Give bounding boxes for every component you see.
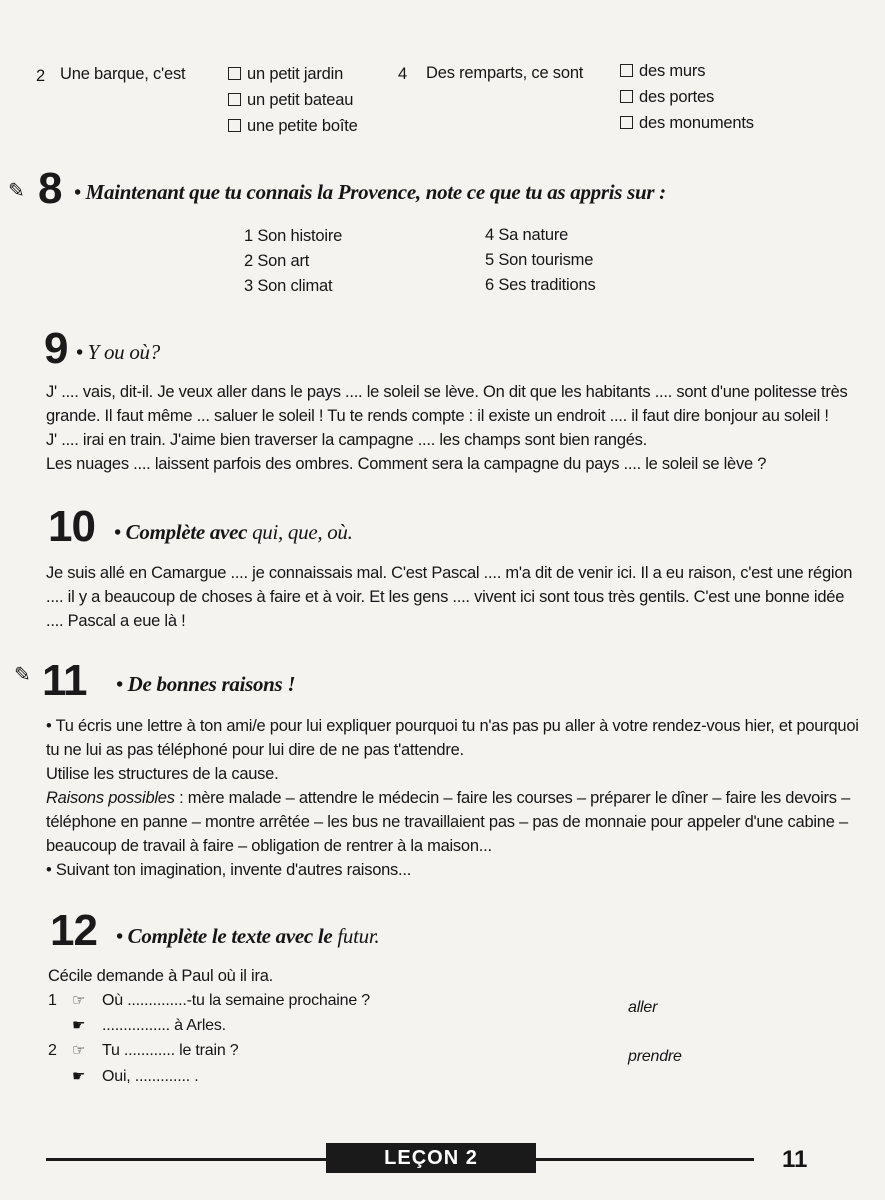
text-line: grande. Il faut même ... saluer le soleil ! Tu te rends compte : il existe un endroit .... il faut dire bonjour au soleil ! xyxy=(46,407,829,425)
text-line: Je suis allé en Camargue .... je connaissais mal. C'est Pascal .... m'a dit de venir ici. Il a eu raison, c'est une région xyxy=(46,564,853,582)
checkbox-icon[interactable] xyxy=(228,119,241,132)
exercise-8-number: 8 xyxy=(38,164,62,213)
list-item: 4 Sa nature xyxy=(485,226,569,244)
text-line: • Suivant ton imagination, invente d'autres raisons... xyxy=(46,861,412,879)
text-line: beaucoup de travail à faire – obligation de rentrer à la maison... xyxy=(46,837,492,855)
row-number: 1 xyxy=(48,992,57,1009)
q4-option[interactable]: des murs xyxy=(620,58,754,84)
list-item: 2 Son art xyxy=(244,252,310,270)
exercise-11-number: 11 xyxy=(42,656,87,705)
bullet-icon: • xyxy=(74,182,81,204)
exercise-10-number: 10 xyxy=(48,502,95,551)
q2-option[interactable]: un petit jardin xyxy=(228,61,358,87)
list-item: 1 Son histoire xyxy=(244,227,343,245)
hand-pointer-icon: ☛ xyxy=(72,1017,86,1034)
exercise-11-text xyxy=(46,714,859,882)
exercise-12-title: • Complète le texte avec le futur. xyxy=(116,924,380,948)
q2-option[interactable]: une petite boîte xyxy=(228,113,358,139)
q2-option[interactable]: un petit bateau xyxy=(228,87,358,113)
exercise-10-text xyxy=(46,561,853,633)
exercise-8-right-list xyxy=(485,223,596,298)
exercise-12-row xyxy=(48,988,370,1014)
text-line: J' .... irai en train. J'aime bien traverser la campagne .... les champs sont bien rangés. xyxy=(46,431,648,449)
q2-prompt: Une barque, c'est xyxy=(60,65,186,83)
exercise-12-row xyxy=(48,1013,226,1039)
footer-lesson-label: LEÇON 2 xyxy=(326,1143,536,1173)
row-text: Où ..............-tu la semaine prochaine ? xyxy=(102,992,370,1009)
exercise-12-row xyxy=(48,1038,238,1064)
checkbox-icon[interactable] xyxy=(228,67,241,80)
exercise-8-title: • Maintenant que tu connais la Provence, note ce que tu as appris sur : xyxy=(74,180,666,204)
text-line: Raisons possibles : mère malade – attendre le médecin – faire les courses – préparer le dîner – faire les devoirs – xyxy=(46,789,851,807)
list-item: 5 Son tourisme xyxy=(485,251,594,269)
q4-prompt: Des remparts, ce sont xyxy=(426,64,584,82)
text-line: • Tu écris une lettre à ton ami/e pour lui expliquer pourquoi tu n'as pas pu aller à votre rendez-vous hier, et pourquoi xyxy=(46,717,859,735)
exercise-9-title: • Y ou où? xyxy=(76,340,160,364)
exercise-11-title: • De bonnes raisons ! xyxy=(116,672,296,696)
bullet-icon: • xyxy=(116,926,123,948)
text-line: Les nuages .... laissent parfois des ombres. Comment sera la campagne du pays .... le soleil se lève ? xyxy=(46,455,767,473)
exercise-10-title: • Complète avec qui, que, où. xyxy=(114,520,353,544)
text-line: tu ne lui as pas téléphoné pour lui dire de ne pas t'attendre. xyxy=(46,741,464,759)
hand-pointer-icon: ☛ xyxy=(72,1068,86,1085)
footer-rule-right xyxy=(536,1158,754,1161)
bullet-icon: • xyxy=(114,522,121,544)
page-number: 11 xyxy=(782,1146,808,1173)
exercise-9-number: 9 xyxy=(44,324,68,373)
exercise-12-row xyxy=(48,1064,198,1090)
bullet-icon: • xyxy=(116,674,123,696)
q4-option[interactable]: des portes xyxy=(620,84,754,110)
row-number: 2 xyxy=(48,1042,57,1059)
checkbox-icon[interactable] xyxy=(620,116,633,129)
footer-rule-left xyxy=(46,1158,326,1161)
exercise-12-intro: Cécile demande à Paul où il ira. xyxy=(48,967,273,985)
text-line: .... Pascal a eue là ! xyxy=(46,612,186,630)
exercise-12-number: 12 xyxy=(50,906,97,955)
hand-pointer-icon: ☞ xyxy=(72,992,86,1009)
row-text: Tu ............ le train ? xyxy=(102,1042,239,1059)
exercise-12-verb: prendre xyxy=(628,1048,682,1065)
exercise-9-text xyxy=(46,380,846,476)
text-line: téléphone en panne – montre arrêtée – les bus ne travaillaient pas – pas de monnaie pour appeler d'une cabine – xyxy=(46,813,848,831)
list-item: 6 Ses traditions xyxy=(485,276,596,294)
exercise-12-verb: aller xyxy=(628,999,658,1016)
checkbox-icon[interactable] xyxy=(620,64,633,77)
q4-options xyxy=(620,58,754,136)
list-item: 3 Son climat xyxy=(244,277,333,295)
checkbox-icon[interactable] xyxy=(228,93,241,106)
bullet-icon: • xyxy=(76,342,83,364)
q4-option[interactable]: des monuments xyxy=(620,110,754,136)
text-line: .... il y a beaucoup de choses à faire et à voir. Et les gens .... vivent ici sont tous très gentils. C'est une bonne idée xyxy=(46,588,845,606)
row-text: Oui, ............. . xyxy=(102,1068,199,1085)
reasons-label: Raisons possibles xyxy=(46,789,175,807)
pencil-icon: ✎ xyxy=(14,664,31,686)
text-line: J' .... vais, dit-il. Je veux aller dans le pays .... le soleil se lève. On dit que les habitants .... sont d'une politesse très xyxy=(46,383,848,401)
row-text: ................ à Arles. xyxy=(102,1017,226,1034)
hand-pointer-icon: ☞ xyxy=(72,1042,86,1059)
q4-number: 4 xyxy=(398,65,407,83)
pencil-icon: ✎ xyxy=(8,180,25,202)
checkbox-icon[interactable] xyxy=(620,90,633,103)
q2-number: 2 xyxy=(36,67,45,85)
exercise-8-left-list xyxy=(244,224,342,299)
q2-options xyxy=(228,61,358,139)
text-line: Utilise les structures de la cause. xyxy=(46,765,279,783)
